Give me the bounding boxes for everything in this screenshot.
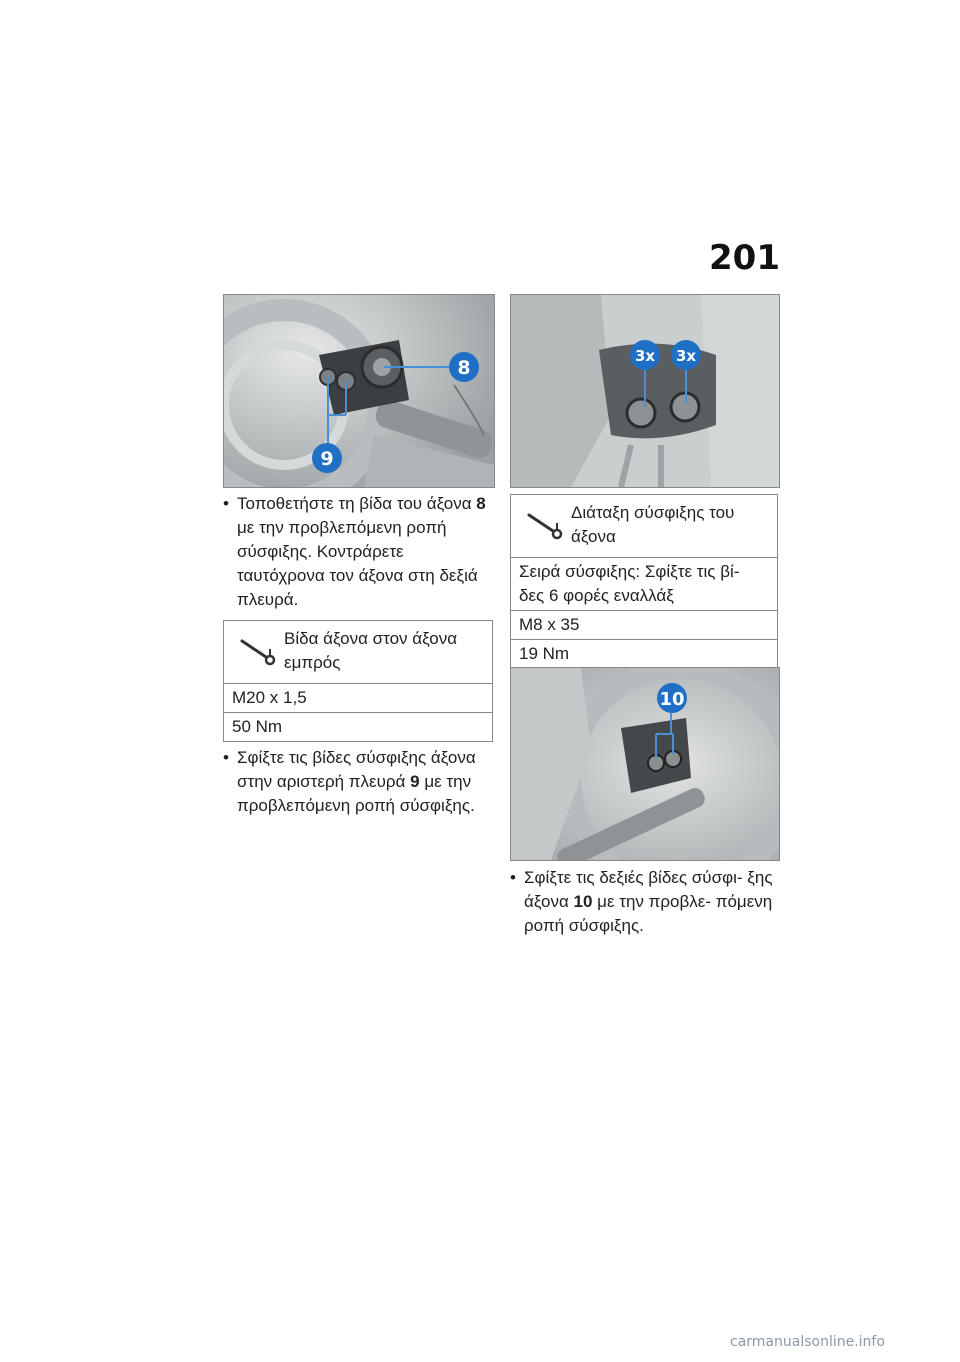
callout-9: 9 xyxy=(320,448,334,470)
step1-ref: 8 xyxy=(476,494,486,513)
step2-ref: 9 xyxy=(410,772,420,791)
step3-ref: 10 xyxy=(573,892,593,911)
spec-torque: 19 Nm xyxy=(511,640,778,669)
step2-text-after: με την προβλεπόμενη ροπή σύσφιξης. xyxy=(237,772,475,815)
step-tighten-right-clamp xyxy=(510,866,778,938)
torque-wrench-icon xyxy=(527,501,563,541)
step3-text-after: με την προβλε- πόμενη ροπή σύσφιξης. xyxy=(524,892,773,935)
callout-3x-right: 3x xyxy=(675,347,697,365)
right-column-step xyxy=(510,866,778,938)
step2-text: Σφίξτε τις βίδες σύσφιξης άξονα στην αριστερή πλευρά xyxy=(237,748,476,791)
spec-title: Διάταξη σύσφιξης του άξονα xyxy=(571,503,735,546)
spec-torque: 50 Nm xyxy=(224,713,493,742)
step-install-axle-bolt xyxy=(223,492,493,612)
callout-10: 10 xyxy=(659,689,685,710)
spec-size: M20 x 1,5 xyxy=(224,684,493,713)
step1-text: Τοποθετήστε τη βίδα του άξονα xyxy=(237,494,477,513)
spec-title: Βίδα άξονα στον άξονα εμπρός xyxy=(284,629,458,672)
watermark-footer[interactable]: carmanualsonline.info xyxy=(730,1334,885,1350)
right-spec-block xyxy=(510,486,778,673)
torque-wrench-icon xyxy=(240,627,276,667)
step-tighten-left-clamp xyxy=(223,746,493,818)
spec-size: M8 x 35 xyxy=(511,611,778,640)
photo-clamp-bolts xyxy=(510,294,780,488)
left-column xyxy=(223,492,493,818)
photo-right-clamp-bolts xyxy=(510,667,780,861)
callout-8: 8 xyxy=(457,357,471,379)
spec-table-clamp xyxy=(510,494,778,669)
spec-table-axle-bolt xyxy=(223,620,493,742)
page-number: 201 xyxy=(709,238,780,278)
photo-axle-bolt xyxy=(223,294,495,488)
step1-text-after: με την προβλεπόμενη ροπή σύσφιξης. Κοντράρετε ταυτόχρονα τον άξονα στη δεξιά πλευρά. xyxy=(237,518,478,609)
step3-text: Σφίξτε τις δεξιές βίδες σύσφι- ξης άξονα xyxy=(524,868,773,911)
spec-sequence: Σειρά σύσφιξης: Σφίξτε τις βί- δες 6 φορές εναλλάξ xyxy=(511,558,778,611)
callout-3x-left: 3x xyxy=(634,347,656,365)
